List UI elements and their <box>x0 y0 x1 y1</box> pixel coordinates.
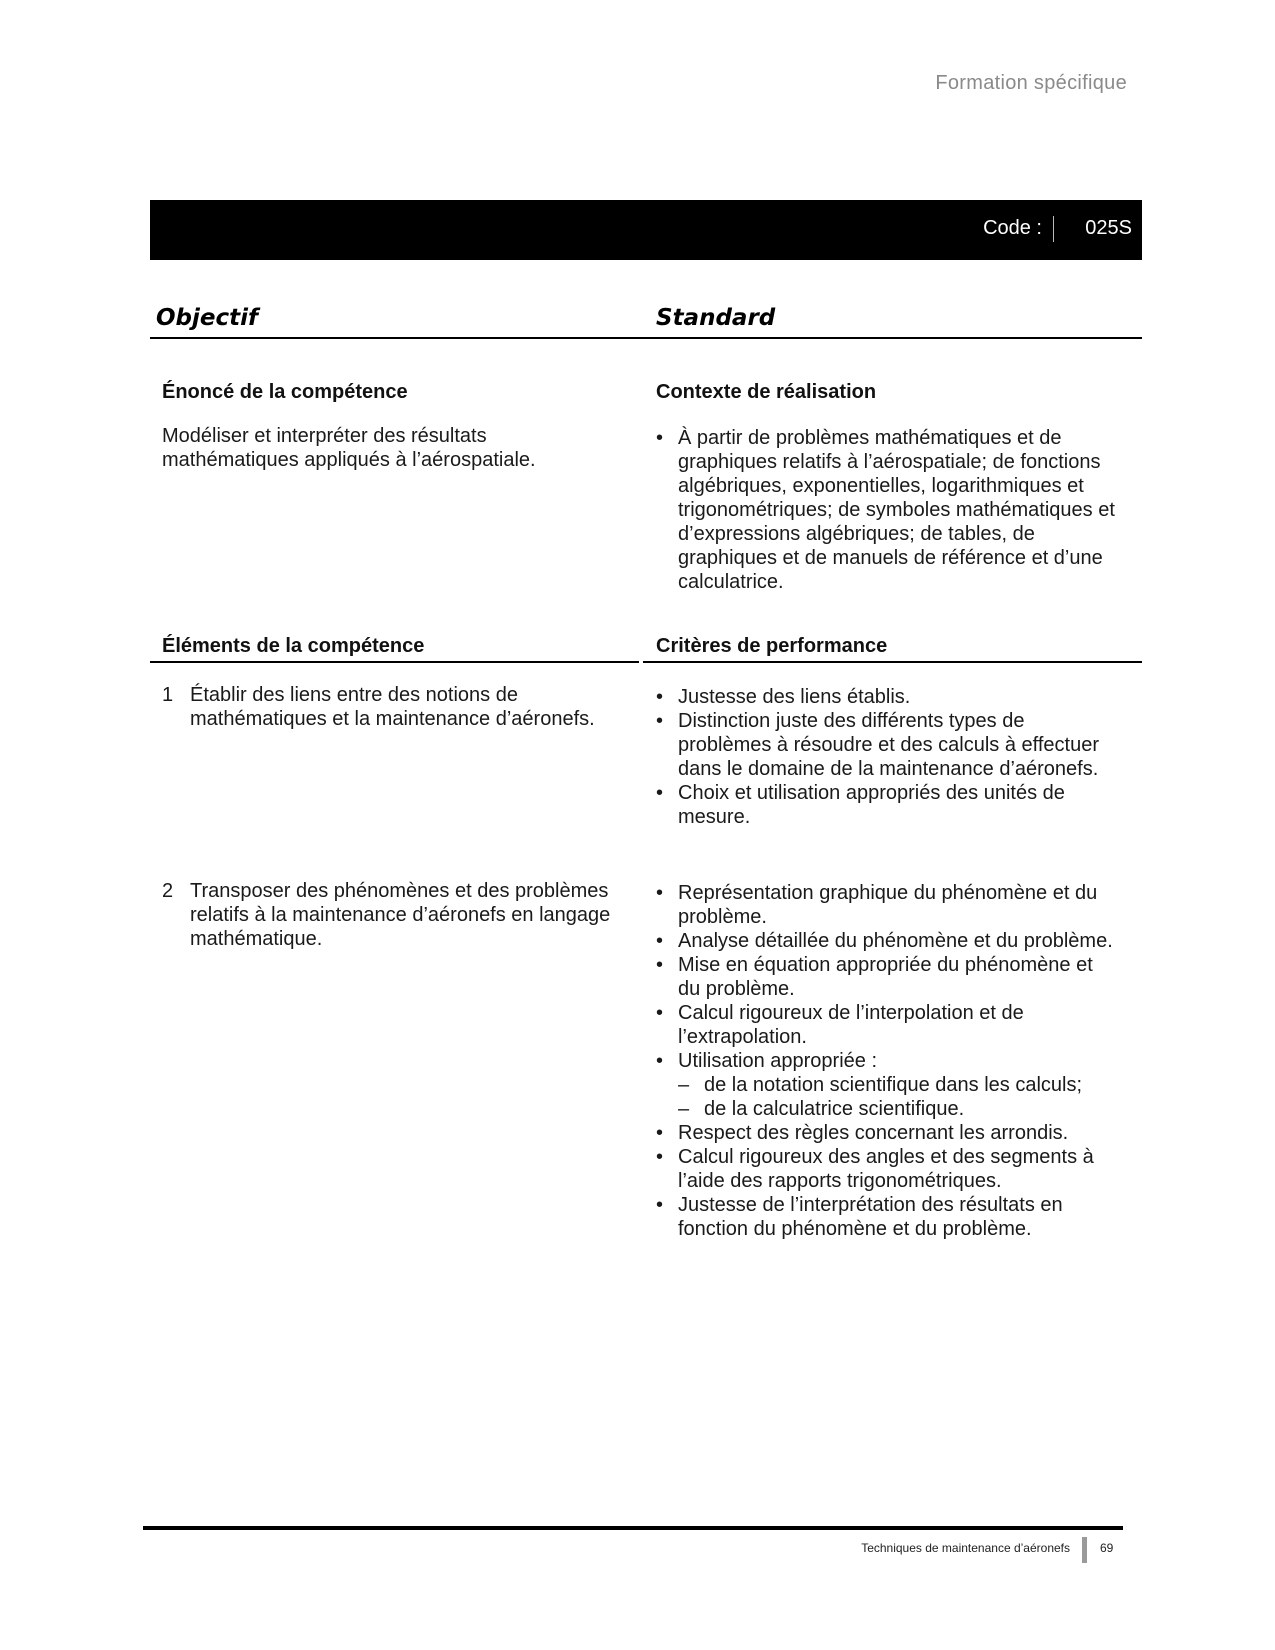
bullet-icon: • <box>656 1122 664 1144</box>
bullet-icon: • <box>656 882 664 904</box>
dash-icon: – <box>678 1074 690 1096</box>
list-item: • Justesse de l’interprétation des résultats en fonction du phénomène et du problème. <box>656 1194 1063 1240</box>
list-item: • Respect des règles concernant les arrondis. <box>656 1122 1069 1144</box>
code-label: Code : <box>983 217 1042 239</box>
column-heading-standard: Standard <box>656 305 776 331</box>
criteres-title: Critères de performance <box>656 635 888 657</box>
code-separator <box>1053 216 1054 242</box>
element-text: Établir des liens entre des notions de mathématiques et la maintenance d’aéronefs. <box>190 684 595 730</box>
section-header: Formation spécifique <box>935 72 1127 94</box>
footer-separator <box>1082 1537 1087 1563</box>
list-item: • Analyse détaillée du phénomène et du problème. <box>656 930 1113 952</box>
sub-list-item: – de la notation scientifique dans les calculs; <box>678 1074 1083 1096</box>
code-bar <box>150 200 1142 260</box>
elements-title: Éléments de la compétence <box>162 635 425 657</box>
bullet-icon: • <box>656 1146 664 1168</box>
bullet-icon: • <box>656 954 664 976</box>
dash-icon: – <box>678 1098 690 1120</box>
sub-list-item: – de la calculatrice scientifique. <box>678 1098 965 1120</box>
list-item: • Distinction juste des différents types de problèmes à résoudre et des calculs à effectuer dans le domaine de la maintenance d’aéronefs. <box>656 710 1099 780</box>
list-item: • Représentation graphique du phénomène et du problème. <box>656 882 1098 928</box>
page-number: 69 <box>1100 1541 1114 1555</box>
criteres-rule <box>643 661 1142 663</box>
sub-list <box>678 1073 1118 1121</box>
list-item: • Calcul rigoureux des angles et des segments à l’aide des rapports trigonométriques. <box>656 1146 1094 1192</box>
bullet-icon: • <box>656 686 664 708</box>
elements-rule <box>150 661 639 663</box>
bullet-icon: • <box>656 1002 664 1024</box>
contexte-title: Contexte de réalisation <box>656 381 877 403</box>
contexte-list <box>656 426 1118 594</box>
element-number: 1 <box>162 684 174 706</box>
element-1 <box>162 683 622 731</box>
list-item: • Choix et utilisation appropriés des unités de mesure. <box>656 782 1065 828</box>
bullet-icon: • <box>656 930 664 952</box>
heading-rule <box>150 337 1142 339</box>
column-heading-objectif: Objectif <box>156 305 259 331</box>
code-value: 025S <box>1085 217 1132 239</box>
list-item: • À partir de problèmes mathématiques et de graphiques relatifs à l’aérospatiale; de fonctions algébriques, exponentielles, logarithmiques et trigonométriques; de symboles mathématiques et d’expressions algébriques; de tables, de graphiques et de manuels de référence et d’une calculatrice. <box>656 427 1115 593</box>
list-item: • Utilisation appropriée : – de la notation scientifique dans les calculs; – de la calculatrice scientifique. <box>656 1049 1118 1121</box>
list-item: • Calcul rigoureux de l’interpolation et de l’extrapolation. <box>656 1002 1024 1048</box>
criteres-group-1 <box>656 685 1118 829</box>
element-2 <box>162 879 632 951</box>
criteres-group-2 <box>656 881 1118 1241</box>
bullet-icon: • <box>656 710 664 732</box>
element-number: 2 <box>162 880 174 902</box>
list-item: • Mise en équation appropriée du phénomène et du problème. <box>656 954 1093 1000</box>
enonce-title: Énoncé de la compétence <box>162 381 408 403</box>
enonce-text: Modéliser et interpréter des résultats mathématiques appliqués à l’aérospatiale. <box>162 425 536 471</box>
footer-rule <box>143 1526 1123 1530</box>
list-item: • Justesse des liens établis. <box>656 686 911 708</box>
element-text: Transposer des phénomènes et des problèmes relatifs à la maintenance d’aéronefs en langage mathématique. <box>190 880 611 950</box>
footer-title: Techniques de maintenance d’aéronefs <box>861 1541 1070 1555</box>
bullet-icon: • <box>656 1194 664 1216</box>
bullet-icon: • <box>656 782 664 804</box>
bullet-icon: • <box>656 427 664 449</box>
bullet-icon: • <box>656 1050 664 1072</box>
